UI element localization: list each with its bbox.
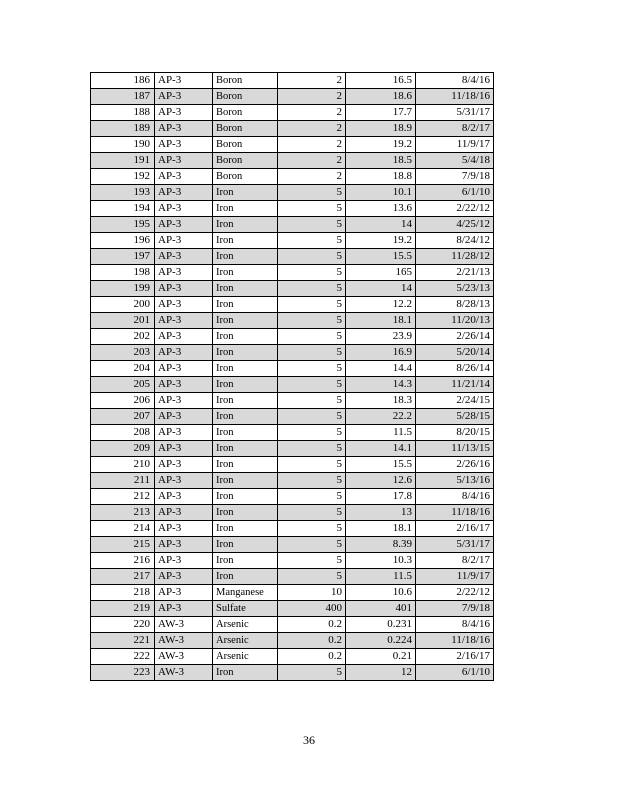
well-id-cell: AP-3 — [155, 169, 213, 185]
result-cell: 15.5 — [346, 457, 416, 473]
well-id-cell: AW-3 — [155, 649, 213, 665]
table-row — [91, 633, 494, 649]
well-id-cell: AP-3 — [155, 441, 213, 457]
date-cell: 8/28/13 — [416, 297, 494, 313]
constituent-cell: Iron — [213, 377, 278, 393]
date-cell: 11/28/12 — [416, 249, 494, 265]
well-id-cell: AP-3 — [155, 217, 213, 233]
result-cell: 11.5 — [346, 569, 416, 585]
constituent-cell: Manganese — [213, 585, 278, 601]
result-cell: 165 — [346, 265, 416, 281]
table-row — [91, 249, 494, 265]
constituent-cell: Iron — [213, 473, 278, 489]
limit-cell: 2 — [278, 137, 346, 153]
result-cell: 22.2 — [346, 409, 416, 425]
result-cell: 13 — [346, 505, 416, 521]
well-id-cell: AP-3 — [155, 249, 213, 265]
well-id-cell: AP-3 — [155, 137, 213, 153]
limit-cell: 5 — [278, 521, 346, 537]
table-row — [91, 585, 494, 601]
result-cell: 14 — [346, 217, 416, 233]
row-number-cell: 192 — [91, 169, 155, 185]
row-number-cell: 208 — [91, 425, 155, 441]
date-cell: 4/25/12 — [416, 217, 494, 233]
table-row — [91, 281, 494, 297]
table-row — [91, 201, 494, 217]
limit-cell: 5 — [278, 457, 346, 473]
date-cell: 6/1/10 — [416, 185, 494, 201]
date-cell: 2/24/15 — [416, 393, 494, 409]
well-id-cell: AP-3 — [155, 457, 213, 473]
table-row — [91, 105, 494, 121]
table-row — [91, 361, 494, 377]
row-number-cell: 215 — [91, 537, 155, 553]
table-row — [91, 137, 494, 153]
result-cell: 12 — [346, 665, 416, 681]
constituent-cell: Iron — [213, 393, 278, 409]
date-cell: 8/2/17 — [416, 121, 494, 137]
table-row — [91, 185, 494, 201]
result-cell: 19.2 — [346, 137, 416, 153]
well-id-cell: AW-3 — [155, 617, 213, 633]
result-cell: 0.224 — [346, 633, 416, 649]
table-row — [91, 521, 494, 537]
table-row — [91, 665, 494, 681]
limit-cell: 2 — [278, 121, 346, 137]
limit-cell: 5 — [278, 441, 346, 457]
date-cell: 8/20/15 — [416, 425, 494, 441]
well-id-cell: AP-3 — [155, 361, 213, 377]
limit-cell: 5 — [278, 345, 346, 361]
result-cell: 18.8 — [346, 169, 416, 185]
row-number-cell: 191 — [91, 153, 155, 169]
well-id-cell: AP-3 — [155, 153, 213, 169]
constituent-cell: Iron — [213, 457, 278, 473]
constituent-cell: Boron — [213, 169, 278, 185]
well-id-cell: AP-3 — [155, 89, 213, 105]
row-number-cell: 196 — [91, 233, 155, 249]
date-cell: 2/16/17 — [416, 521, 494, 537]
result-cell: 19.2 — [346, 233, 416, 249]
table-row — [91, 329, 494, 345]
date-cell: 11/13/15 — [416, 441, 494, 457]
limit-cell: 5 — [278, 409, 346, 425]
well-id-cell: AP-3 — [155, 601, 213, 617]
row-number-cell: 202 — [91, 329, 155, 345]
row-number-cell: 218 — [91, 585, 155, 601]
result-cell: 12.6 — [346, 473, 416, 489]
date-cell: 2/21/13 — [416, 265, 494, 281]
limit-cell: 5 — [278, 569, 346, 585]
constituent-cell: Iron — [213, 281, 278, 297]
limit-cell: 0.2 — [278, 649, 346, 665]
limit-cell: 5 — [278, 297, 346, 313]
limit-cell: 5 — [278, 473, 346, 489]
well-id-cell: AP-3 — [155, 393, 213, 409]
date-cell: 11/9/17 — [416, 137, 494, 153]
constituent-cell: Iron — [213, 409, 278, 425]
row-number-cell: 200 — [91, 297, 155, 313]
well-id-cell: AP-3 — [155, 201, 213, 217]
row-number-cell: 222 — [91, 649, 155, 665]
constituent-cell: Boron — [213, 105, 278, 121]
row-number-cell: 220 — [91, 617, 155, 633]
well-id-cell: AP-3 — [155, 281, 213, 297]
limit-cell: 5 — [278, 665, 346, 681]
constituent-cell: Iron — [213, 425, 278, 441]
constituent-cell: Iron — [213, 249, 278, 265]
table-row — [91, 409, 494, 425]
result-cell: 16.9 — [346, 345, 416, 361]
constituent-cell: Iron — [213, 297, 278, 313]
row-number-cell: 217 — [91, 569, 155, 585]
limit-cell: 5 — [278, 233, 346, 249]
result-cell: 23.9 — [346, 329, 416, 345]
constituent-cell: Iron — [213, 569, 278, 585]
constituent-cell: Iron — [213, 537, 278, 553]
table-row — [91, 649, 494, 665]
table-row — [91, 345, 494, 361]
date-cell: 11/18/16 — [416, 89, 494, 105]
table-body — [91, 73, 494, 681]
limit-cell: 5 — [278, 377, 346, 393]
date-cell: 8/2/17 — [416, 553, 494, 569]
date-cell: 11/20/13 — [416, 313, 494, 329]
table-row — [91, 265, 494, 281]
row-number-cell: 211 — [91, 473, 155, 489]
limit-cell: 5 — [278, 201, 346, 217]
table-row — [91, 473, 494, 489]
date-cell: 7/9/18 — [416, 601, 494, 617]
result-cell: 18.1 — [346, 521, 416, 537]
constituent-cell: Iron — [213, 217, 278, 233]
well-id-cell: AP-3 — [155, 233, 213, 249]
date-cell: 5/4/18 — [416, 153, 494, 169]
date-cell: 6/1/10 — [416, 665, 494, 681]
row-number-cell: 198 — [91, 265, 155, 281]
constituent-cell: Boron — [213, 153, 278, 169]
date-cell: 8/4/16 — [416, 617, 494, 633]
row-number-cell: 186 — [91, 73, 155, 89]
limit-cell: 2 — [278, 153, 346, 169]
date-cell: 8/26/14 — [416, 361, 494, 377]
well-id-cell: AP-3 — [155, 505, 213, 521]
constituent-cell: Boron — [213, 89, 278, 105]
table-row — [91, 217, 494, 233]
date-cell: 5/13/16 — [416, 473, 494, 489]
row-number-cell: 212 — [91, 489, 155, 505]
table-row — [91, 89, 494, 105]
well-id-cell: AW-3 — [155, 633, 213, 649]
table-row — [91, 313, 494, 329]
limit-cell: 5 — [278, 329, 346, 345]
result-cell: 18.5 — [346, 153, 416, 169]
row-number-cell: 205 — [91, 377, 155, 393]
limit-cell: 5 — [278, 425, 346, 441]
date-cell: 5/20/14 — [416, 345, 494, 361]
table-row — [91, 489, 494, 505]
date-cell: 11/9/17 — [416, 569, 494, 585]
table-row — [91, 505, 494, 521]
table-row — [91, 377, 494, 393]
constituent-cell: Sulfate — [213, 601, 278, 617]
limit-cell: 10 — [278, 585, 346, 601]
table-row — [91, 537, 494, 553]
constituent-cell: Iron — [213, 345, 278, 361]
row-number-cell: 199 — [91, 281, 155, 297]
well-id-cell: AP-3 — [155, 585, 213, 601]
constituent-cell: Boron — [213, 137, 278, 153]
result-cell: 0.21 — [346, 649, 416, 665]
table-row — [91, 601, 494, 617]
table-row — [91, 569, 494, 585]
well-id-cell: AP-3 — [155, 313, 213, 329]
row-number-cell: 223 — [91, 665, 155, 681]
row-number-cell: 219 — [91, 601, 155, 617]
well-id-cell: AP-3 — [155, 329, 213, 345]
date-cell: 2/26/14 — [416, 329, 494, 345]
row-number-cell: 210 — [91, 457, 155, 473]
limit-cell: 5 — [278, 281, 346, 297]
result-cell: 8.39 — [346, 537, 416, 553]
result-cell: 16.5 — [346, 73, 416, 89]
limit-cell: 0.2 — [278, 633, 346, 649]
row-number-cell: 213 — [91, 505, 155, 521]
table-row — [91, 169, 494, 185]
well-id-cell: AP-3 — [155, 425, 213, 441]
date-cell: 11/21/14 — [416, 377, 494, 393]
row-number-cell: 214 — [91, 521, 155, 537]
result-cell: 10.6 — [346, 585, 416, 601]
date-cell: 5/28/15 — [416, 409, 494, 425]
date-cell: 2/26/16 — [416, 457, 494, 473]
table-row — [91, 73, 494, 89]
limit-cell: 2 — [278, 89, 346, 105]
row-number-cell: 189 — [91, 121, 155, 137]
table-row — [91, 233, 494, 249]
page-number: 36 — [303, 733, 315, 747]
well-id-cell: AP-3 — [155, 569, 213, 585]
constituent-cell: Iron — [213, 313, 278, 329]
row-number-cell: 209 — [91, 441, 155, 457]
well-id-cell: AP-3 — [155, 521, 213, 537]
date-cell: 8/4/16 — [416, 73, 494, 89]
limit-cell: 2 — [278, 105, 346, 121]
result-cell: 11.5 — [346, 425, 416, 441]
constituent-cell: Iron — [213, 505, 278, 521]
result-cell: 12.2 — [346, 297, 416, 313]
limit-cell: 5 — [278, 313, 346, 329]
well-id-cell: AP-3 — [155, 553, 213, 569]
date-cell: 5/31/17 — [416, 537, 494, 553]
well-id-cell: AP-3 — [155, 297, 213, 313]
constituent-cell: Iron — [213, 329, 278, 345]
row-number-cell: 194 — [91, 201, 155, 217]
well-id-cell: AW-3 — [155, 665, 213, 681]
limit-cell: 5 — [278, 265, 346, 281]
result-cell: 10.1 — [346, 185, 416, 201]
well-id-cell: AP-3 — [155, 105, 213, 121]
date-cell: 7/9/18 — [416, 169, 494, 185]
table-row — [91, 441, 494, 457]
table-row — [91, 553, 494, 569]
table-row — [91, 393, 494, 409]
result-cell: 18.9 — [346, 121, 416, 137]
result-cell: 18.1 — [346, 313, 416, 329]
constituent-cell: Boron — [213, 121, 278, 137]
row-number-cell: 188 — [91, 105, 155, 121]
result-cell: 15.5 — [346, 249, 416, 265]
result-cell: 14 — [346, 281, 416, 297]
result-cell: 17.8 — [346, 489, 416, 505]
constituent-cell: Iron — [213, 361, 278, 377]
row-number-cell: 221 — [91, 633, 155, 649]
result-cell: 17.7 — [346, 105, 416, 121]
date-cell: 2/16/17 — [416, 649, 494, 665]
row-number-cell: 190 — [91, 137, 155, 153]
limit-cell: 5 — [278, 505, 346, 521]
well-id-cell: AP-3 — [155, 265, 213, 281]
limit-cell: 5 — [278, 361, 346, 377]
limit-cell: 2 — [278, 169, 346, 185]
limit-cell: 0.2 — [278, 617, 346, 633]
result-cell: 18.3 — [346, 393, 416, 409]
well-id-cell: AP-3 — [155, 409, 213, 425]
row-number-cell: 197 — [91, 249, 155, 265]
date-cell: 11/18/16 — [416, 505, 494, 521]
well-id-cell: AP-3 — [155, 473, 213, 489]
table-row — [91, 457, 494, 473]
table-row — [91, 153, 494, 169]
table-row — [91, 121, 494, 137]
row-number-cell: 203 — [91, 345, 155, 361]
table-row — [91, 425, 494, 441]
constituent-cell: Iron — [213, 489, 278, 505]
limit-cell: 5 — [278, 553, 346, 569]
result-cell: 14.4 — [346, 361, 416, 377]
constituent-cell: Iron — [213, 441, 278, 457]
result-cell: 14.1 — [346, 441, 416, 457]
date-cell: 8/4/16 — [416, 489, 494, 505]
date-cell: 2/22/12 — [416, 201, 494, 217]
constituent-cell: Arsenic — [213, 633, 278, 649]
constituent-cell: Arsenic — [213, 649, 278, 665]
date-cell: 11/18/16 — [416, 633, 494, 649]
table-row — [91, 617, 494, 633]
row-number-cell: 195 — [91, 217, 155, 233]
constituent-cell: Iron — [213, 233, 278, 249]
well-id-cell: AP-3 — [155, 185, 213, 201]
row-number-cell: 206 — [91, 393, 155, 409]
date-cell: 8/24/12 — [416, 233, 494, 249]
constituent-cell: Iron — [213, 201, 278, 217]
constituent-cell: Iron — [213, 185, 278, 201]
constituent-cell: Iron — [213, 521, 278, 537]
result-cell: 10.3 — [346, 553, 416, 569]
result-cell: 14.3 — [346, 377, 416, 393]
limit-cell: 5 — [278, 217, 346, 233]
result-cell: 401 — [346, 601, 416, 617]
result-cell: 0.231 — [346, 617, 416, 633]
constituent-cell: Arsenic — [213, 617, 278, 633]
date-cell: 2/22/12 — [416, 585, 494, 601]
well-id-cell: AP-3 — [155, 73, 213, 89]
data-table — [90, 72, 494, 681]
well-id-cell: AP-3 — [155, 345, 213, 361]
constituent-cell: Iron — [213, 553, 278, 569]
limit-cell: 2 — [278, 73, 346, 89]
row-number-cell: 207 — [91, 409, 155, 425]
date-cell: 5/23/13 — [416, 281, 494, 297]
well-id-cell: AP-3 — [155, 121, 213, 137]
constituent-cell: Boron — [213, 73, 278, 89]
date-cell: 5/31/17 — [416, 105, 494, 121]
limit-cell: 5 — [278, 393, 346, 409]
row-number-cell: 216 — [91, 553, 155, 569]
table-row — [91, 297, 494, 313]
well-id-cell: AP-3 — [155, 489, 213, 505]
limit-cell: 5 — [278, 537, 346, 553]
limit-cell: 5 — [278, 249, 346, 265]
limit-cell: 5 — [278, 185, 346, 201]
row-number-cell: 201 — [91, 313, 155, 329]
row-number-cell: 193 — [91, 185, 155, 201]
constituent-cell: Iron — [213, 265, 278, 281]
row-number-cell: 187 — [91, 89, 155, 105]
result-cell: 13.6 — [346, 201, 416, 217]
well-id-cell: AP-3 — [155, 537, 213, 553]
constituent-cell: Iron — [213, 665, 278, 681]
limit-cell: 400 — [278, 601, 346, 617]
well-id-cell: AP-3 — [155, 377, 213, 393]
limit-cell: 5 — [278, 489, 346, 505]
row-number-cell: 204 — [91, 361, 155, 377]
result-cell: 18.6 — [346, 89, 416, 105]
